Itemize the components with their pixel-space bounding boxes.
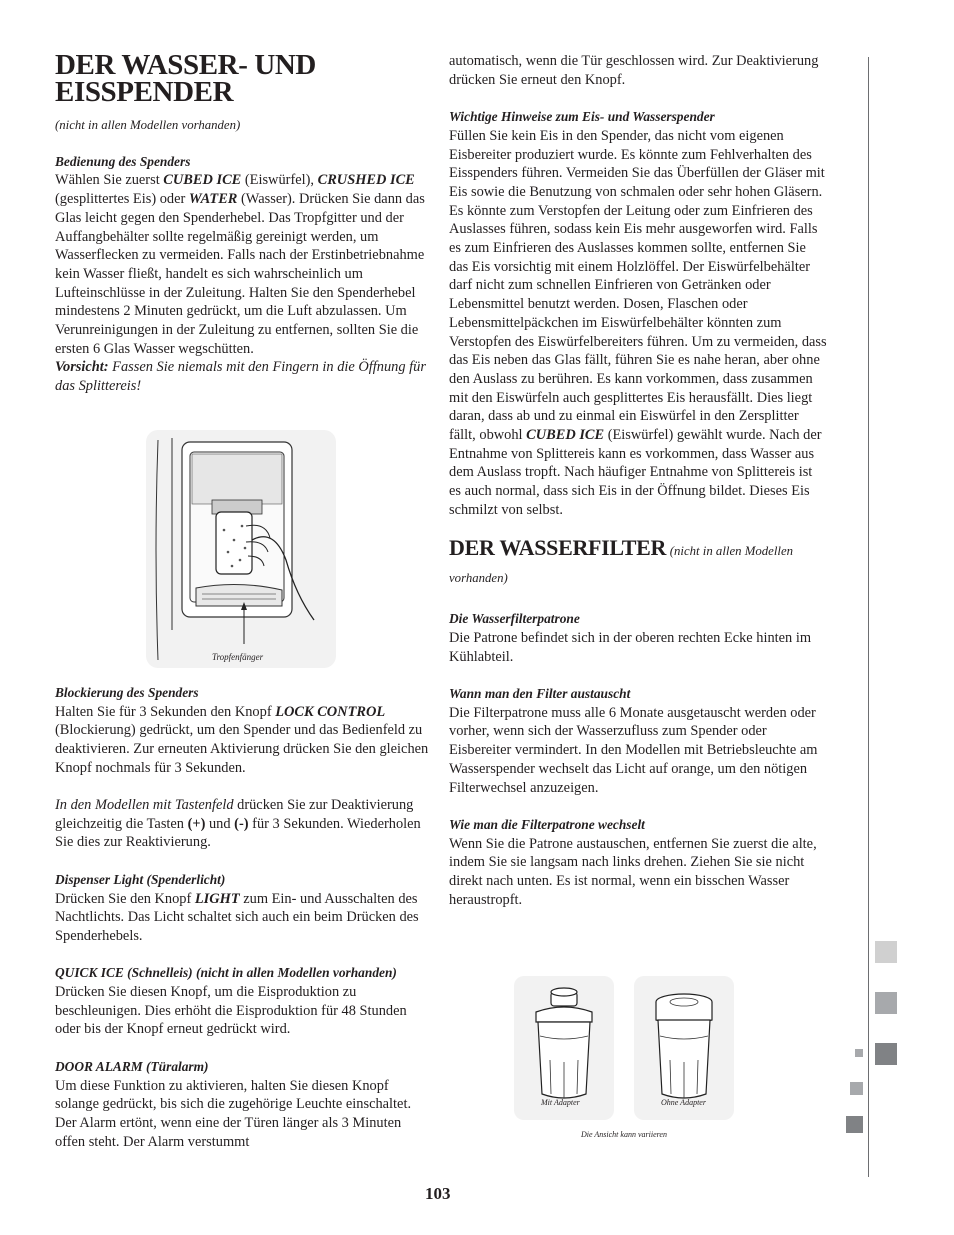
- paragraph-door-alarm: Um diese Funktion zu aktivieren, halten Sie diesen Knopf solange gedrückt, bis sich die zugehörige Leuchte einschaltet. Der Alarm ertönt, wenn eine der Türen länger als 3 Minuten offen steht. Der Alarm verstummt: [55, 1077, 412, 1150]
- caption-ansicht-variiert: Die Ansicht kann variieren: [581, 1130, 667, 1139]
- dispenser-illustration: [146, 430, 336, 670]
- right-column: [449, 52, 827, 909]
- paragraph-hinweise: Füllen Sie kein Eis in den Spender, das nicht vom eigenen Eisbereiter produziert wurde. Es könnte zum Fehlverhalten des Eisspenders führen. Vermeiden Sie das Überfüllen der Gläser mit Eis sowie die Benutzung von schmalen oder sehr hohen Gläsern. Es könnte zum Verstopfen der Leitung oder zum Einfrieren des Auslasses führen, sodass kein Eis mehr ausgeworfen wird. Falls es zum Einfrieren des Auslasses kommen sollte, entfernen Sie das Eis vorsichtig mit einem Holzlöffel. Der Eiswürfelbehälter darf nicht zum schnellen Einfrieren von Getränken oder Lebensmittel benutzt werden. Dosen, Flaschen oder Lebensmittelpäckchen im Eiswürfelbehälter könnten zum Verstopfen des Eiswürfelbereiters führen. Um zu vermeiden, dass das Eis neben das Glas fällt, führen Sie es nahe heran, aber ohne den Auslass zu berühren. Es kann vorkommen, dass zusammen mit den Eiswürfeln auch gesplittertes Eis herausfällt. Dies liegt daran, dass ab und zu einmal ein Eiswürfel in den Zersplitter fällt, obwohl CUBED ICE (Eiswürfel) gewählt wurde. Nach der Entnahme von Splittereis kann es vorkommen, dass Wasser aus dem Auslass tropft. Nach häufiger Entnahme von Splittereis ist es auch normal, dass sich Eis in der Öffnung bildet. Dieses Eis schmilzt von selbst.: [449, 127, 827, 518]
- caption-mit-adapter: Mit Adapter: [541, 1098, 580, 1107]
- section-heading-hinweise: Wichtige Hinweise zum Eis- und Wasserspender: [449, 109, 715, 125]
- section-heading-wann: Wann man den Filter austauscht: [449, 686, 631, 702]
- paragraph-wie: Wenn Sie die Patrone austauschen, entfernen Sie zuerst die alte, indem Sie sie langsam nach links drehen. Ziehen Sie sie nicht direkt nach unten. Es ist normal, wenn ein bisschen Wasser heraustropft.: [449, 835, 817, 908]
- section-heading-quick-ice: QUICK ICE (Schnelleis) (nicht in allen Modellen vorhanden): [55, 965, 397, 981]
- small-square-1: [855, 1049, 863, 1057]
- small-square-2: [850, 1082, 863, 1095]
- section-heading-wie: Wie man die Filterpatrone wechselt: [449, 816, 645, 832]
- tab-marker-dark: [875, 1043, 897, 1065]
- section-heading-patrone: Die Wasserfilterpatrone: [449, 611, 580, 627]
- page-number: 103: [425, 1184, 451, 1203]
- paragraph-light: Drücken Sie den Knopf LIGHT zum Ein- und Ausschalten des Nachtlichts. Das Licht schaltet sich auch ein beim Drücken des Spenderhebels.: [55, 890, 419, 944]
- paragraph-door-alarm-continued: automatisch, wenn die Tür geschlossen wird. Zur Deaktivierung drücken Sie erneut den Knopf.: [449, 53, 819, 88]
- filter-cartridge-illustration: [514, 976, 736, 1146]
- paragraph-bedienung: Wählen Sie zuerst CUBED ICE (Eiswürfel), CRUSHED ICE (gesplittertes Eis) oder WATER (Wasser). Drücken Sie dann das Glas leicht gegen den Spenderhebel. Das Tropfgitter und der Auffangbehälter sollte regelmäßig gereinigt werden, um Wasserflecken zu vermeiden. Falls nach der Erstinbetriebnahme kein Wasser fließt, handelt es sich wahrscheinlich um Lufteinschlüsse in der Zuleitung. Halten Sie den Spenderhebel mindestens 2 Minuten gedrückt, um die Luft abzulassen. Um Verunreinigungen in der Zuleitung zu entfernen, sollten Sie die ersten 6 Glas Wasser wegschütten.: [55, 172, 425, 357]
- section-heading-bedienung: Bedienung des Spenders: [55, 153, 191, 169]
- figure-caption-tropfenfaenger: Tropfenfänger: [212, 652, 264, 662]
- paragraph-quick-ice: Drücken Sie diesen Knopf, um die Eisproduktion zu beschleunigen. Dies erhöht die Eisproduktion für 48 Stunden oder bis der Knopf erneut gedrückt wird.: [55, 984, 407, 1038]
- margin-rule: [868, 57, 869, 1177]
- page-title: DER WASSER- UND EISSPENDER: [55, 49, 316, 108]
- paragraph-tastenfeld: In den Modellen mit Tastenfeld drücken Sie zur Deaktivierung gleichzeitig die Tasten (+) und (-) für 3 Sekunden. Wiederholen Sie dies zur Reaktivierung.: [55, 797, 421, 851]
- paragraph-wann: Die Filterpatrone muss alle 6 Monate ausgetauscht werden oder vorher, wenn sich der Wasserzufluss zum Spender oder Eisbereiter vermindert. In den Modellen mit Betriebsleuchte am Wasserspender wechselt das Licht auf orange, um den nötigen Filterwechsel anzuzeigen.: [449, 704, 818, 796]
- tab-marker-light: [875, 941, 897, 963]
- page-subtitle: (nicht in allen Modellen vorhanden): [55, 118, 241, 132]
- section-title-wasserfilter: DER WASSERFILTER (nicht in allen Modellen vorhanden): [449, 534, 794, 585]
- paragraph-patrone: Die Patrone befindet sich in der oberen rechten Ecke hinten im Kühlabteil.: [449, 629, 812, 665]
- section-heading-light: Dispenser Light (Spenderlicht): [55, 871, 226, 887]
- section-heading-door-alarm: DOOR ALARM (Türalarm): [55, 1058, 209, 1074]
- section-heading-blockierung: Blockierung des Spenders: [55, 684, 199, 700]
- warning-note: Vorsicht: Fassen Sie niemals mit den Fingern in die Öffnung für das Splittereis!: [55, 359, 426, 395]
- paragraph-blockierung: Halten Sie für 3 Sekunden den Knopf LOCK CONTROL (Blockierung) gedrückt, um den Spender und das Bedienfeld zu deaktivieren. Zur erneuten Aktivierung drücken Sie den gleichen Knopf nochmals für 3 Sekunden.: [55, 703, 429, 776]
- caption-ohne-adapter: Ohne Adapter: [661, 1098, 706, 1107]
- tab-marker-mid: [875, 992, 897, 1014]
- small-square-3: [846, 1116, 863, 1133]
